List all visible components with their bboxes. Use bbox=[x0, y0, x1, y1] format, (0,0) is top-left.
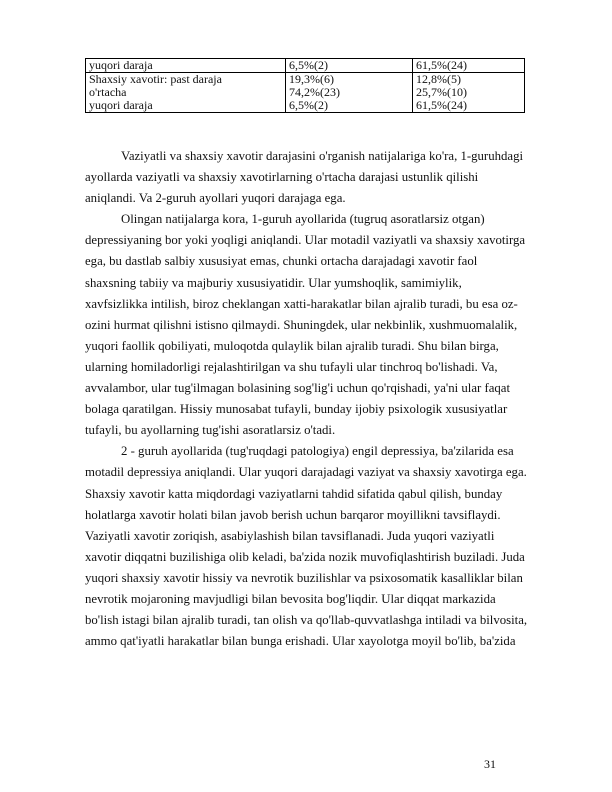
text-line: nevrotik mojaroning mavjudligi bilan bevosita bog'liqdir. Ular diqqat markazida bbox=[85, 591, 496, 606]
text-line: depressiyaning bor yoki yoqligi aniqlandi. Ular motadil vaziyatli va shaxsiy xavotirga bbox=[85, 233, 526, 248]
table-cell-group1 bbox=[286, 59, 413, 73]
results-table-container bbox=[85, 58, 524, 113]
table-cell-group2 bbox=[413, 59, 525, 73]
results-table bbox=[85, 58, 525, 113]
cell-line: yuqori daraja bbox=[89, 58, 153, 72]
text-line: Olingan natijalarga kora, 1-guruh ayollarida (tugruq asoratlarsiz otgan) bbox=[121, 212, 485, 227]
cell-line: o'rtacha bbox=[89, 85, 127, 99]
text-line: holatlarga xavotir holati bilan javob berish uchun barqaror moyillikni tavsiflaydi. bbox=[85, 507, 501, 522]
text-line: ega, bu dastlab salbiy xususiyat emas, chunki ortacha darajadagi xavotir faol bbox=[85, 254, 478, 269]
cell-line: Shaxsiy xavotir: past daraja bbox=[89, 72, 222, 86]
text-line: ayollarda vaziyatli va shaxsiy xavotirlarning o'rtacha darajasi ustunlik qilishi bbox=[85, 170, 479, 185]
text-line: Vaziyatli va shaxsiy xavotir darajasini o'rganish natijalariga ko'ra, 1-guruhdagi bbox=[121, 149, 524, 163]
text-line: tufayli, bu ayollarning tug'ishi asoratlarsiz o'tadi. bbox=[85, 423, 336, 438]
text-line: shaxsning tabiiy va majburiy xususiyatidir. Ular yumshoqlik, samimiylik, bbox=[85, 275, 462, 290]
cell-line: 6,5%(2) bbox=[289, 58, 328, 72]
table-cell-group2 bbox=[413, 73, 525, 113]
text-line: ammo qat'iyatli harakatlar bilan bunga erishadi. Ular xayolotga moyil bo'lib, ba'zida bbox=[85, 634, 516, 649]
cell-line: 25,7%(10) bbox=[416, 85, 467, 99]
cell-line: yuqori daraja bbox=[89, 98, 153, 112]
text-line: motadil depressiya aniqlandi. Ular yuqori darajadagi vaziyat va shaxsiy xavotirga ega. bbox=[85, 465, 527, 480]
page-number: 31 bbox=[484, 757, 496, 771]
text-line: Vaziyatli xavotir zoriqish, asabiylashish bilan tavsiflanadi. Juda yuqori vaziyatli bbox=[85, 528, 495, 543]
text-line: bolaga qaratilgan. Hissiy munosabat tufayli, bunday ijobiy psixologik xususiyatlar bbox=[85, 402, 508, 417]
cell-line: 74,2%(23) bbox=[289, 85, 340, 99]
text-line: xavotir diqqatni buzilishiga olib keladi, ba'zida nozik muvofiqlashtirish buziladi. Juda bbox=[85, 549, 525, 564]
table-row bbox=[86, 59, 525, 73]
table-row bbox=[86, 73, 525, 113]
table-cell-group1 bbox=[286, 73, 413, 113]
text-line: avvalambor, ular tug'ilmagan bolasining sog'lig'i uchun qo'rqishadi, ya'ni ular faqat bbox=[85, 381, 511, 396]
text-line: bo'lish istagi bilan ajralib turadi, tan olish va qo'llab-quvvatlashga intiladi va bilvosita, bbox=[85, 613, 528, 628]
body-text bbox=[85, 146, 545, 652]
text-line: xavfsizlikka intilish, biroz cheklangan xatti-harakatlar bilan ajralib turadi, bu esa oz- bbox=[85, 296, 518, 311]
cell-line: 12,8%(5) bbox=[416, 72, 461, 86]
text-line: ularning homiladorligi rejalashtirilgan va shu tufayli ular tinchroq bo'lishadi. Va, bbox=[85, 359, 498, 374]
results-table-body bbox=[86, 59, 525, 113]
text-line: Shaxsiy xavotir katta miqdordagi vaziyatlarni tahdid sifatida qabul qilish, bunday bbox=[85, 486, 503, 501]
cell-line: 6,5%(2) bbox=[289, 98, 328, 112]
cell-line: 61,5%(24) bbox=[416, 98, 467, 112]
text-line: yuqori faollik qobiliyati, muloqotda qulaylik bilan ajralib turadi. Shu bilan birga, bbox=[85, 338, 499, 353]
text-line: 2 - guruh ayollarida (tug'ruqdagi patologiya) engil depressiya, ba'zilarida esa bbox=[121, 444, 514, 459]
cell-line: 61,5%(24) bbox=[416, 58, 467, 72]
text-line: aniqlandi. Va 2-guruh ayollari yuqori darajaga ega. bbox=[85, 191, 346, 206]
cell-line: 19,3%(6) bbox=[289, 72, 334, 86]
text-line: ozini hurmat qilishni istisno qilmaydi. Shuningdek, ular nekbinlik, xushmuomalalik, bbox=[85, 317, 518, 332]
text-line: yuqori shaxsiy xavotir hissiy va nevrotik buzilishlar va psixosomatik kasalliklar bilan bbox=[85, 570, 523, 585]
table-cell-label bbox=[86, 59, 286, 73]
table-cell-label bbox=[86, 73, 286, 113]
